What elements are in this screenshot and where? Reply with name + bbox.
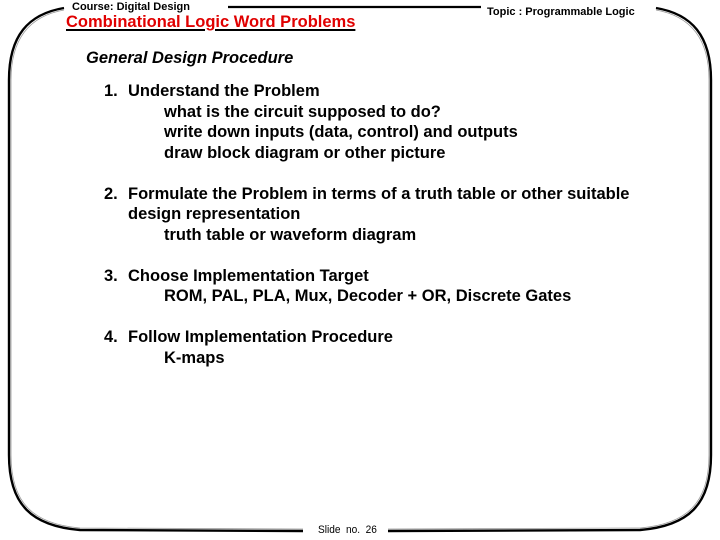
step-heading: Formulate the Problem in terms of a truth table or other suitable bbox=[128, 184, 630, 203]
step-detail: truth table or waveform diagram bbox=[164, 225, 417, 244]
slide-subtitle: General Design Procedure bbox=[86, 49, 294, 67]
step-detail: draw block diagram or other picture bbox=[164, 143, 446, 162]
step-detail: what is the circuit supposed to do? bbox=[164, 102, 441, 121]
procedure-step-2 bbox=[104, 184, 630, 246]
step-detail: write down inputs (data, control) and outputs bbox=[164, 123, 518, 141]
topic-label: Topic : Programmable Logic bbox=[487, 6, 635, 18]
procedure-step-3 bbox=[104, 266, 630, 307]
slide-no-label: no. bbox=[346, 524, 361, 536]
procedure-step-1 bbox=[104, 81, 630, 163]
step-heading: Follow Implementation Procedure bbox=[128, 328, 393, 346]
step-heading: Understand the Problem bbox=[128, 82, 320, 100]
step-number: 4. bbox=[104, 328, 118, 346]
slide-label: Slide bbox=[318, 524, 341, 536]
step-number: 1. bbox=[104, 82, 118, 100]
slide-number: 26 bbox=[365, 524, 377, 536]
step-number: 2. bbox=[104, 184, 118, 203]
slide-number-footer bbox=[318, 523, 382, 537]
course-label: Course: Digital Design bbox=[72, 1, 190, 13]
step-heading: Choose Implementation Target bbox=[128, 266, 369, 285]
step-detail: ROM, PAL, PLA, Mux, Decoder + OR, Discrete Gates bbox=[164, 287, 572, 305]
slide-title bbox=[66, 12, 355, 32]
step-heading-continuation: design representation bbox=[128, 205, 301, 223]
step-number: 3. bbox=[104, 266, 118, 285]
step-detail: K-maps bbox=[164, 348, 225, 367]
slide-title-text: Combinational Logic Word Problems bbox=[66, 13, 356, 31]
procedure-step-4 bbox=[104, 327, 630, 368]
procedure-list bbox=[104, 81, 630, 368]
